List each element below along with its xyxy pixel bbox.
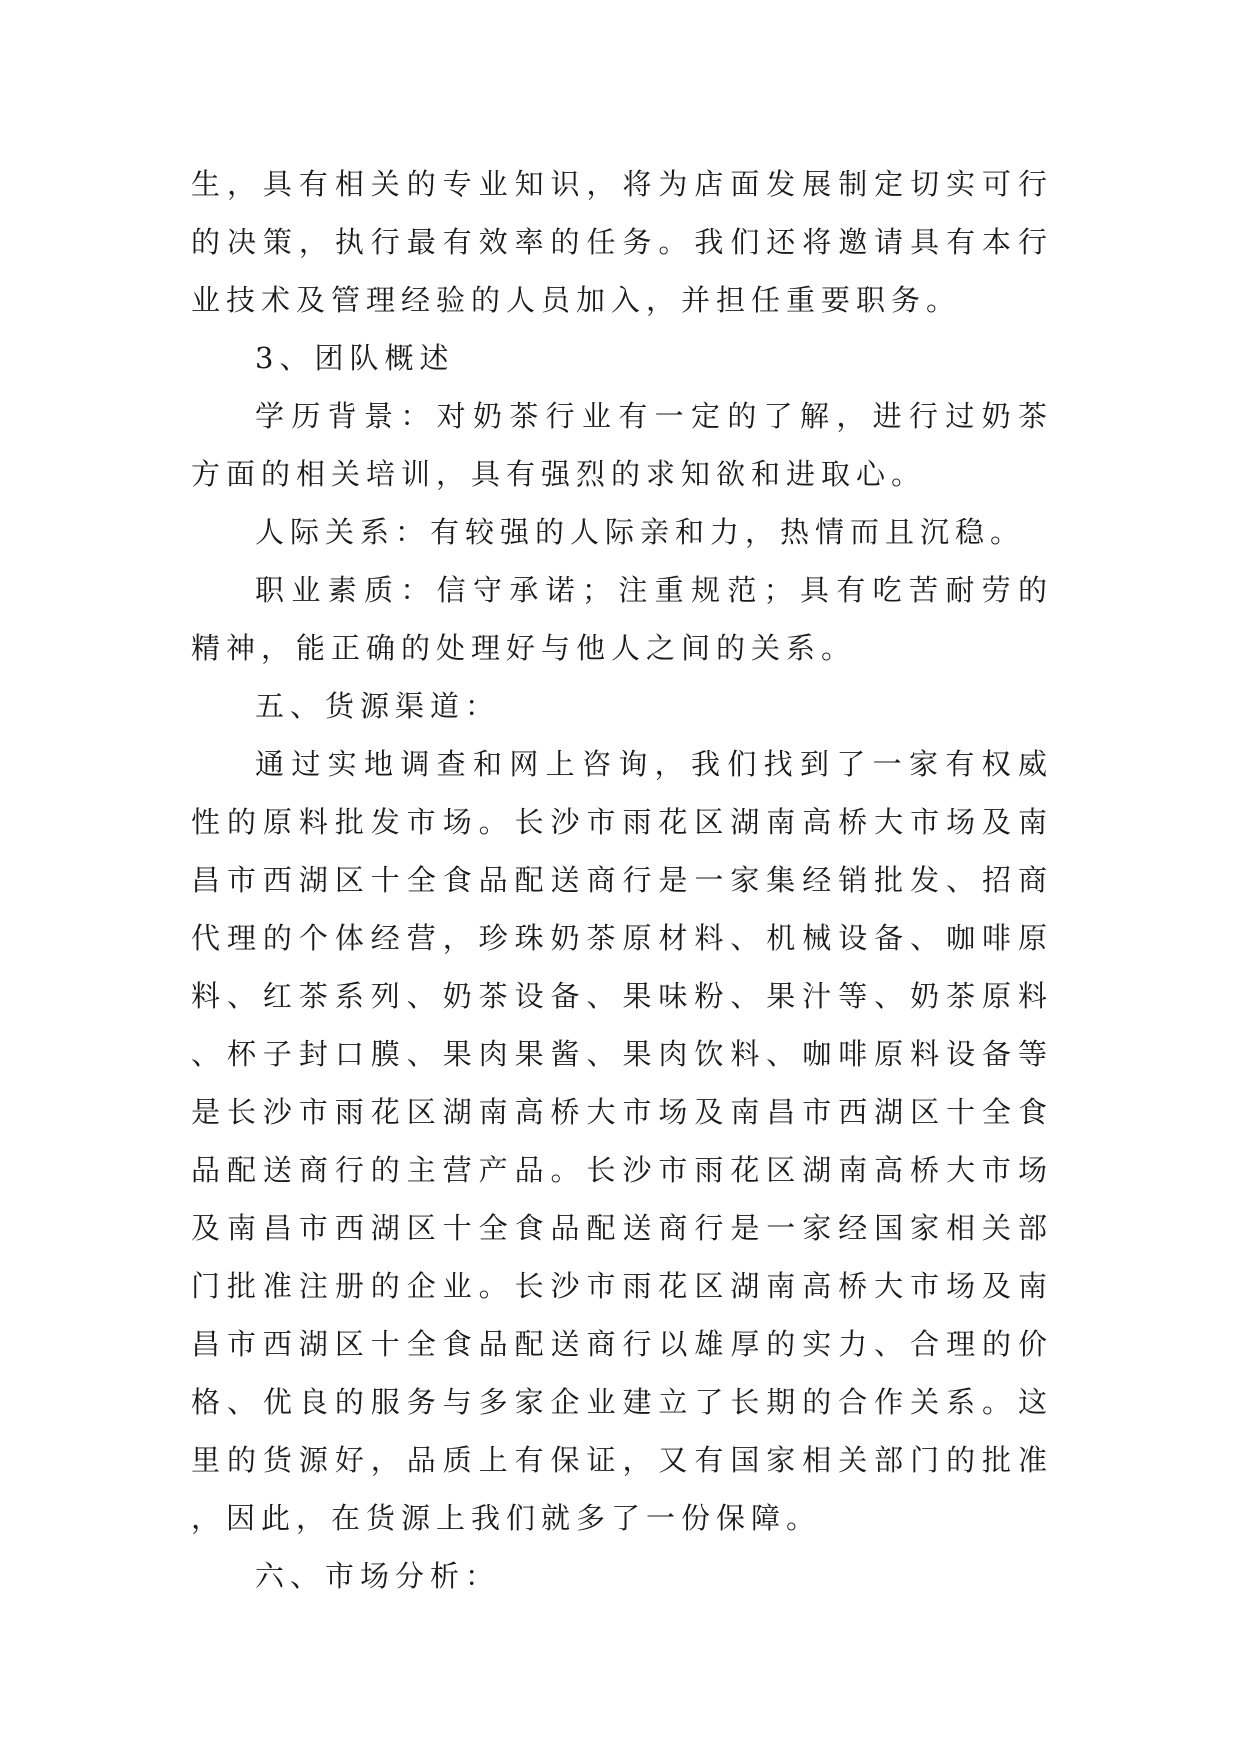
- paragraph-education: 学历背景：对奶茶行业有一定的了解，进行过奶茶方面的相关培训，具有强烈的求知欲和进取心。: [191, 399, 1053, 491]
- paragraph-professional-quality: 职业素质：信守承诺；注重规范；具有吃苦耐劳的精神，能正确的处理好与他人之间的关系。: [191, 573, 1053, 665]
- heading-supply-channels: 五、货源渠道：: [255, 689, 501, 723]
- paragraph-team-continued: 生，具有相关的专业知识，将为店面发展制定切实可行的决策，执行最有效率的任务。我们还将邀请具有本行业技术及管理经验的人员加入，并担任重要职务。: [191, 167, 1053, 317]
- heading-market-analysis: 六、市场分析：: [255, 1559, 501, 1593]
- paragraph-supply-details: 通过实地调查和网上咨询，我们找到了一家有权威性的原料批发市场。长沙市雨花区湖南高桥大市场及南昌市西湖区十全食品配送商行是一家集经销批发、招商代理的个体经营，珍珠奶茶原材料、机械设备、咖啡原料、红茶系列、奶茶设备、果味粉、果汁等、奶茶原料、杯子封口膜、果肉果酱、果肉饮料、咖啡原料设备等是长沙市雨花区湖南高桥大市场及南昌市西湖区十全食品配送商行的主营产品。长沙市雨花区湖南高桥大市场及南昌市西湖区十全食品配送商行是一家经国家相关部门批准注册的企业。长沙市雨花区湖南高桥大市场及南昌市西湖区十全食品配送商行以雄厚的实力、合理的价格、优良的服务与多家企业建立了长期的合作关系。这里的货源好，品质上有保证，又有国家相关部门的批准，因此，在货源上我们就多了一份保障。: [191, 747, 1053, 1535]
- heading-team-overview: 3、团队概述: [255, 341, 455, 375]
- body-text: [191, 155, 1053, 1605]
- paragraph-relationships: 人际关系：有较强的人际亲和力，热情而且沉稳。: [255, 515, 1026, 549]
